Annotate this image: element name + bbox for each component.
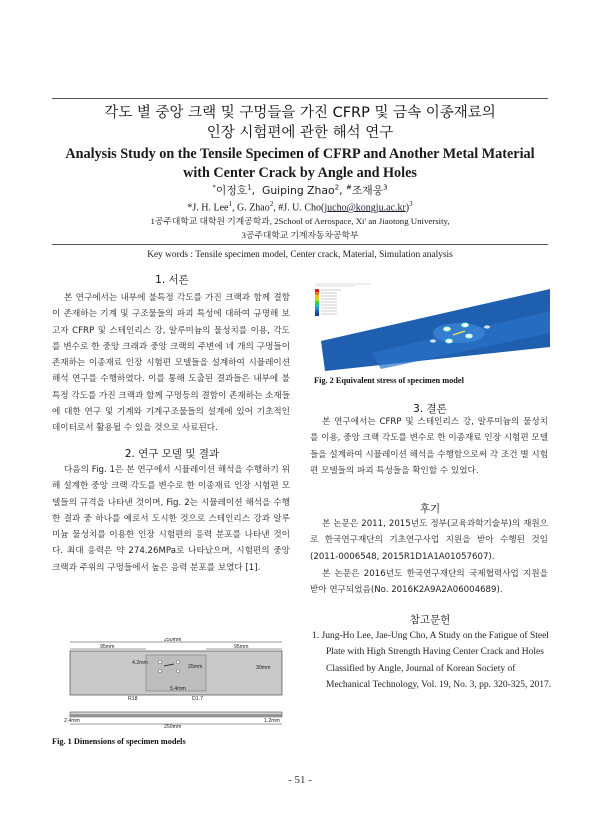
figure2-stress-plot: [311, 283, 550, 373]
title-korean-line1: 각도 별 중앙 크랙 및 구멍들을 가진 CFRP 및 금속 이종재료의: [104, 105, 496, 121]
author3-affil: 3: [383, 183, 388, 192]
figure2-caption: Fig. 2 Equivalent stress of specimen model: [314, 376, 464, 385]
author3-en: , #J. U. Cho(: [273, 202, 325, 214]
keywords: Key words : Tensile specimen model, Center crack, Material, Simulation analysis: [147, 250, 453, 260]
fig1-label-radius: R18: [128, 696, 138, 702]
fig1-label-left-len: 95mm: [100, 644, 115, 650]
authors-english: [0, 200, 600, 213]
author1-affil: 1: [247, 183, 252, 192]
title-english-line1: Analysis Study on the Tensile Specimen of CFRP and Another Metal Material: [65, 146, 535, 162]
fig1-label-total-top: 250mm: [164, 638, 182, 643]
fig1-label-crack: 4.2mm: [132, 660, 148, 666]
section-acknowledgement-heading: 후기: [419, 503, 441, 515]
title-english-line2: with Center Crack by Angle and Holes: [183, 165, 417, 181]
fig1-label-width-outer: 30mm: [256, 665, 271, 671]
author1-en-affil: 1: [228, 200, 232, 208]
author1-en: *J. H. Lee: [187, 202, 229, 214]
author2-affil: 2: [334, 183, 340, 192]
author1-name: 이정호: [215, 184, 248, 197]
fig1-label-thick-left: 2.4mm: [64, 718, 80, 724]
figure1-dimensions-drawing: [64, 638, 288, 730]
section-acknowledgement-text2: 본 논문은 2016년도 한국연구재단의 국제협력사업 지원을 받아 연구되었음(No. 2016K2A9A2A06004689).: [310, 569, 548, 596]
author1-mark: *: [212, 183, 216, 192]
section-conclusion-heading: 3. 결론: [413, 403, 447, 415]
author-email-link[interactable]: jucho@kongju.ac.kr: [324, 202, 406, 214]
section-conclusion-text: 본 연구에서는 CFRP 및 스테인리스 강, 알루미늄의 물성치를 이용, 중앙 크랙 각도를 변수로 한 이종재료 인장 시험편 모델들을 설계하여 시뮬레이션 해석을 수행함으로써 각 조건 별 시험편 모델들의 파괴 특성들을 확인할 수 있었다.: [310, 417, 548, 476]
author2-en: , G. Zhao: [231, 202, 270, 214]
author3-en-close: ): [405, 202, 410, 214]
author3-mark: #: [345, 183, 352, 192]
section-model-text: 다음의 Fig. 1은 본 연구에서 시뮬레이션 해석을 수행하기 위해 설계한 중앙 크랙 각도를 변수로 한 이종재료 인장 시험편 모델들의 규격을 나타낸 것이며, Fig. 2는 시뮬레이션 해석을 수행한 결과 중 하나를 예로서 도시한 것으로 스테인리스 강과 알루미늄 물성치를 이용한 인장 시험편의 응력 분포를 나타낸 것이다. 최대 응력은 약 274.26MPa로 나타났으며, 시험편의 중앙 크랙과 주위의 구멍들에서 높은 응력 분포를 보였다 [1].: [52, 465, 290, 573]
fig1-label-hole: D1.7: [192, 696, 203, 702]
top-rule: [52, 98, 548, 99]
section-model-heading: 2. 연구 모델 및 결과: [124, 448, 220, 460]
author3-name: 조재웅: [351, 184, 384, 197]
section-acknowledgement-text1: 본 논문은 2011, 2015년도 정부(교육과학기술부)의 재원으로 한국연구재단의 기초연구사업 지원을 받아 수행된 것임(2011-0006548, 2015R1D1A1A01057607).: [310, 519, 548, 562]
title-korean-line2: 인장 시험편에 관한 해석 연구: [206, 125, 394, 141]
section-intro-heading: 1. 서론: [155, 274, 189, 286]
fig1-label-right-len: 95mm: [234, 644, 249, 650]
fig1-label-small-w: 5.4mm: [170, 686, 186, 692]
figure1-caption: Fig. 1 Dimensions of specimen models: [52, 737, 186, 746]
reference-item-1: 1. Jung-Ho Lee, Jae-Ung Cho, A Study on the Fatigue of Steel Plate with High Strength Having Center Crack and Holes Classified by Angle, Journal of Korean Society of Mechanical Technology, Vol. 19, No. 3, pp. 320-325, 2017.: [312, 631, 552, 691]
fig1-label-total-bottom: 250mm: [164, 724, 182, 730]
section-intro-text: 본 연구에서는 내부에 불특정 각도를 가진 크랙과 함께 결함이 존재하는 기계 및 구조물들의 파괴 특성에 대하여 규명해 보고자 CFRP 및 스테인리스 강, 알루미늄의 물성치를 이용, 각도를 변수로 한 중앙 크래과 중앙 크랙의 주변에 네 개의 구멍들이 존재하는 이종재료 인장 시험편 모델들을 설계하여 시뮬레이션 해석 연구를 수행하였다. 이를 통해 도출된 결과들은 내부에 불특정 각도를 가진 크랙과 함께 구멍등의 결함이 존재하는 소재들에 대한 연구 및 기계와 기계구조물들의 설계에 있어 기초적인 데이터로서 활용될 수 있을 것으로 사료된다.: [52, 293, 290, 434]
header-rule: [52, 244, 548, 245]
affiliation-line2: 3공주대학교 기계자동차공학부: [241, 230, 359, 240]
author2-en-affil: 2: [269, 200, 274, 208]
fig1-label-width-inner: 25mm: [188, 664, 203, 670]
section-references-heading: 참고문헌: [409, 614, 451, 626]
authors-korean: *이정호$^1$, Guiping Zhao$^2$, #조재웅$^3$: [212, 183, 388, 197]
author2-name: Guiping Zhao: [261, 184, 335, 197]
affiliation-line1: 1공주대학교 대학원 기계공학과, 2School of Aerospace, Xi' an Jiaotong University,: [150, 216, 450, 226]
author3-en-affil: 3: [409, 200, 413, 208]
fig1-label-thick-right: 1.2mm: [264, 718, 280, 724]
page-number: - 51 -: [288, 774, 312, 786]
